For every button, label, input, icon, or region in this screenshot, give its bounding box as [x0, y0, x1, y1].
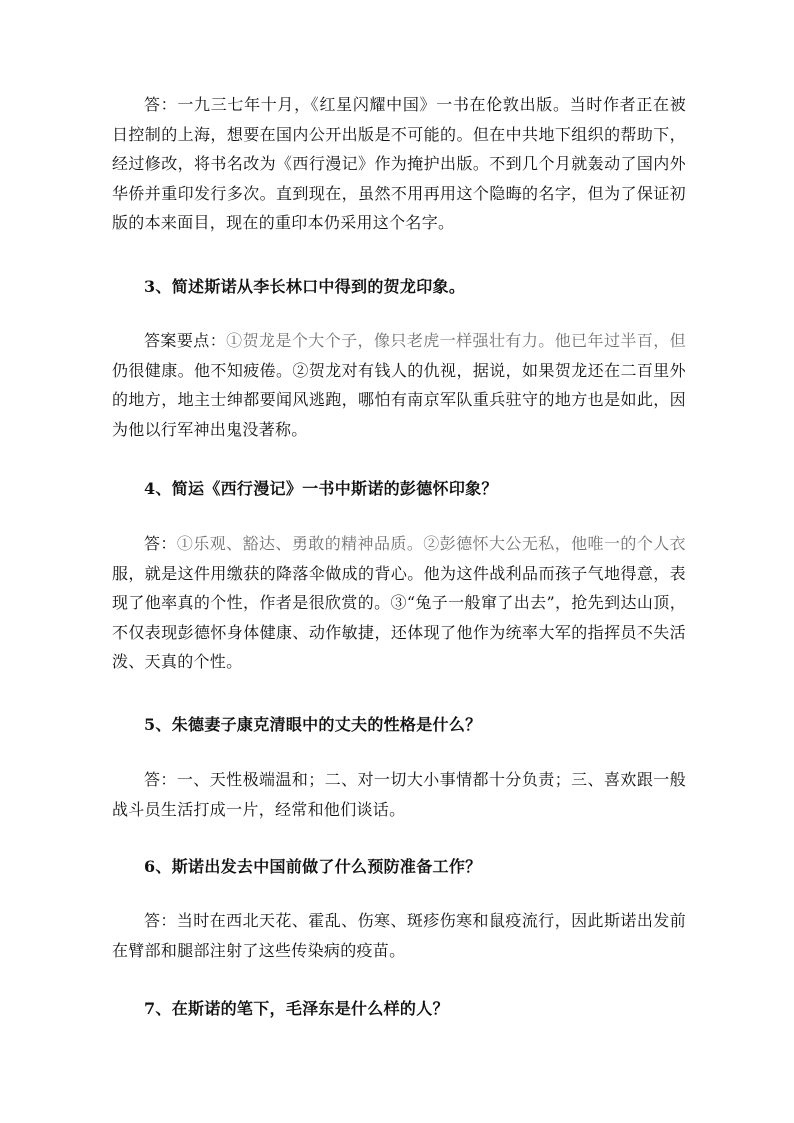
answer-text: 服，就是这件用缴获的降落伞做成的背心。他为这件战利品而孩子气地得意，表现了他率真的个性，作者是很欣赏的。③“兔子一般窜了出去”，抢先到达山顶，不仅表现彭德怀身体健康、动作敏捷，还体现了他作为统率大军的指挥员不失活泼、天真的个性。: [112, 563, 686, 671]
answer-label: 答案要点：: [144, 331, 227, 350]
question-3-heading: 3、简述斯诺从李长林口中得到的贺龙印象。: [144, 277, 466, 296]
answer-paragraph-6: [112, 906, 686, 965]
answer-paragraph-2: [112, 90, 686, 238]
answer-highlight: ①乐观、豁达、勇敢的精神品质。②彭德怀大公无私，他唯一的个人衣: [176, 534, 686, 553]
answer-paragraph-3: [112, 326, 686, 444]
answer-text: 仍很健康。他不知疲倦。②贺龙对有钱人的仇视，据说，如果贺龙还在二百里外的地方，地主士绅都要闻风逃跑，哪怕有南京军队重兵驻守的地方也是如此，因为他以行军神出鬼没著称。: [112, 360, 686, 439]
answer-text: 答：当时在西北天花、霍乱、伤寒、斑疹伤寒和鼠疫流行，因此斯诺出发前在臂部和腿部注射了这些传染病的疫苗。: [112, 911, 686, 960]
answer-text: 答：一九三七年十月，《红星闪耀中国》一书在伦敦出版。当时作者正在被日控制的上海，想要在国内公开出版是不可能的。但在中共地下组织的帮助下，经过修改，将书名改为《西行漫记》作为掩护出版。不到几个月就轰动了国内外华侨并重印发行多次。直到现在，虽然不用再用这个隐晦的名字，但为了保证初版的本来面目，现在的重印本仍采用这个名字。: [112, 95, 686, 232]
answer-highlight: ①贺龙是个大个子，像只老虎一样强壮有力。他已年过半百，但: [226, 331, 686, 350]
question-4-heading: 4、简运《西行漫记》一书中斯诺的彭德怀印象？: [144, 479, 498, 498]
answer-text: 答：一、天性极端温和；二、对一切大小事情都十分负责；三、喜欢跟一般战斗员生活打成一片，经常和他们谈话。: [112, 770, 686, 819]
question-5-heading: 5、朱德妻子康克清眼中的丈夫的性格是什么？: [144, 715, 482, 734]
question-7-heading: 7、在斯诺的笔下，毛泽东是什么样的人？: [144, 999, 449, 1018]
answer-paragraph-4: [112, 529, 686, 677]
answer-label: 答：: [144, 534, 177, 553]
answer-paragraph-5: [112, 765, 686, 824]
question-6-heading: 6、斯诺出发去中国前做了什么预防准备工作？: [144, 857, 482, 876]
